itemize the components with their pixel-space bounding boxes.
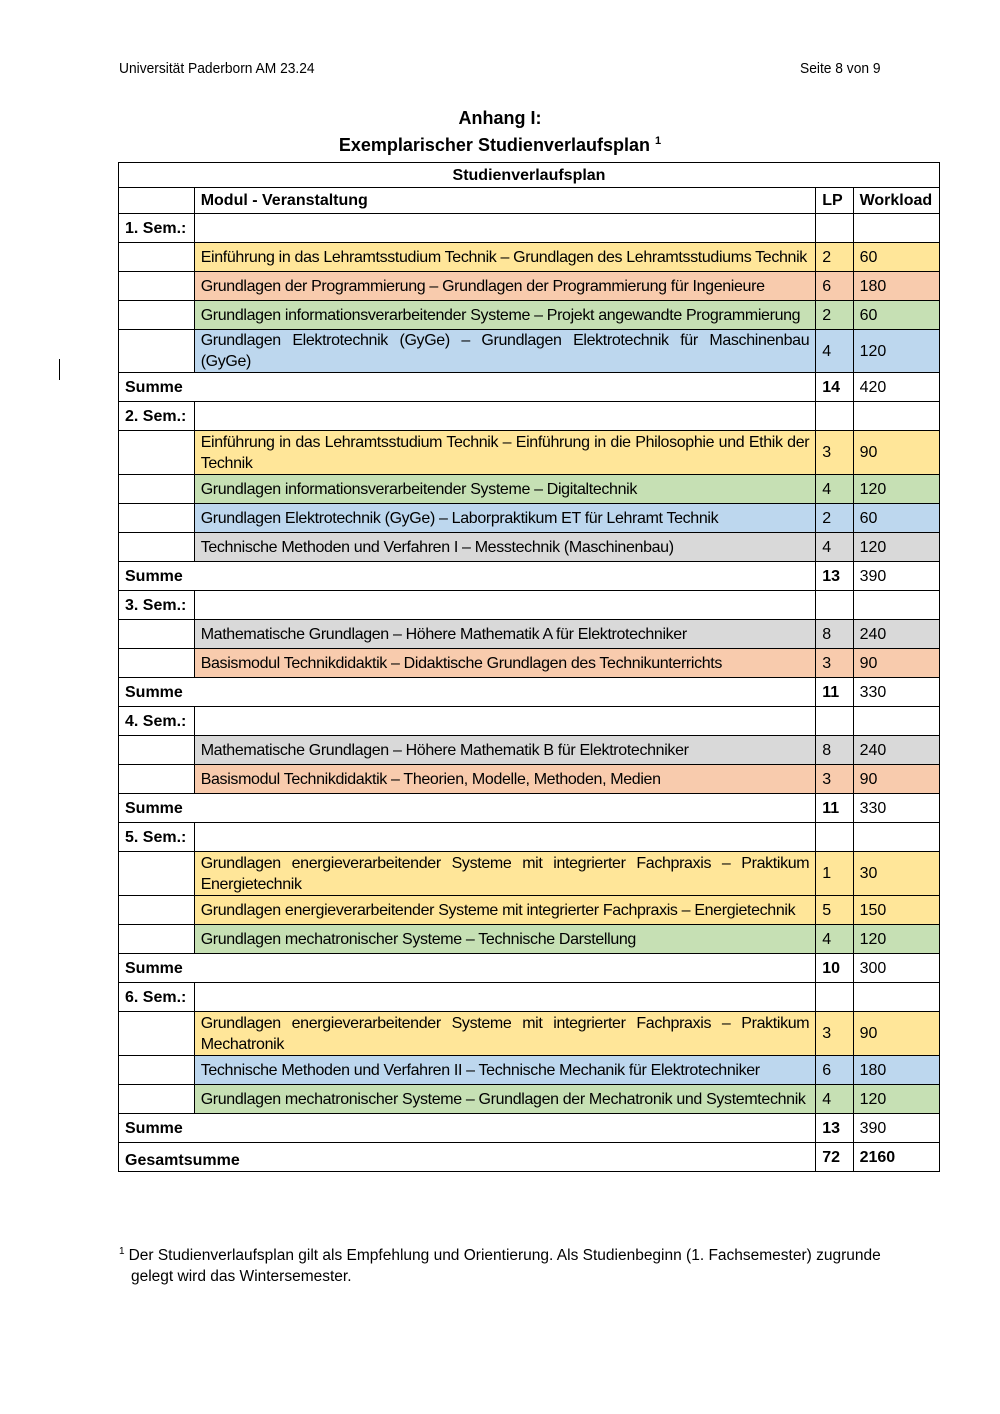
module-module-cell: Grundlagen der Programmierung – Grundlagen der Programmierung für Ingenieure	[194, 272, 816, 301]
module-lp-cell: 3	[816, 1012, 853, 1056]
empty-cell	[194, 402, 816, 431]
module-row	[119, 852, 940, 896]
title-line-1: Anhang I:	[458, 108, 542, 128]
module-workload-cell: 120	[853, 330, 939, 373]
empty-cell	[119, 896, 195, 925]
module-row	[119, 1056, 940, 1085]
module-lp-cell: 4	[816, 925, 853, 954]
empty-cell	[194, 591, 816, 620]
sum-workload: 420	[853, 373, 939, 402]
module-row	[119, 620, 940, 649]
module-workload-cell: 90	[853, 431, 939, 475]
module-module-cell: Einführung in das Lehramtsstudium Technik – Einführung in die Philosophie und Ethik der Technik	[194, 431, 816, 475]
empty-cell	[119, 852, 195, 896]
empty-cell	[119, 1085, 195, 1114]
header-empty-cell	[119, 188, 195, 214]
sum-workload: 330	[853, 678, 939, 707]
module-lp-cell: 6	[816, 1056, 853, 1085]
empty-cell	[119, 504, 195, 533]
module-row	[119, 330, 940, 373]
page-title	[0, 107, 1000, 157]
module-workload-cell: 120	[853, 533, 939, 562]
semester-label: 6. Sem.:	[119, 983, 195, 1012]
semester-sum-row	[119, 954, 940, 983]
column-header-workload: Workload	[853, 188, 939, 214]
module-lp-cell: 3	[816, 649, 853, 678]
module-workload-cell: 180	[853, 1056, 939, 1085]
grand-total-row	[119, 1143, 940, 1172]
empty-cell	[119, 533, 195, 562]
module-row	[119, 765, 940, 794]
module-row	[119, 301, 940, 330]
empty-cell	[119, 243, 195, 272]
module-module-cell: Grundlagen energieverarbeitender Systeme mit integrierter Fachpraxis – Energietechnik	[194, 896, 816, 925]
column-header-module: Modul - Veranstaltung	[194, 188, 816, 214]
module-module-cell: Grundlagen informationsverarbeitender Systeme – Projekt angewandte Programmierung	[194, 301, 816, 330]
module-workload-cell: 240	[853, 736, 939, 765]
empty-cell	[119, 301, 195, 330]
module-row	[119, 896, 940, 925]
module-workload-cell: 120	[853, 925, 939, 954]
semester-sum-row	[119, 373, 940, 402]
module-row	[119, 504, 940, 533]
footnote-line-2: gelegt wird das Wintersemester.	[131, 1268, 352, 1286]
sum-lp: 10	[816, 954, 853, 983]
module-row	[119, 533, 940, 562]
module-lp-cell: 2	[816, 504, 853, 533]
module-workload-cell: 180	[853, 272, 939, 301]
empty-cell	[119, 272, 195, 301]
module-row	[119, 649, 940, 678]
module-row	[119, 272, 940, 301]
semester-header-row	[119, 823, 940, 852]
module-module-cell: Einführung in das Lehramtsstudium Technik – Grundlagen des Lehramtsstudiums Technik	[194, 243, 816, 272]
empty-cell	[853, 214, 939, 243]
empty-cell	[119, 330, 195, 373]
sum-lp: 11	[816, 678, 853, 707]
semester-header-row	[119, 591, 940, 620]
module-module-cell: Basismodul Technikdidaktik – Theorien, Modelle, Methoden, Medien	[194, 765, 816, 794]
module-lp-cell: 4	[816, 1085, 853, 1114]
module-workload-cell: 120	[853, 475, 939, 504]
title-text: Exemplarischer Studienverlaufsplan	[338, 135, 650, 155]
semester-label: 2. Sem.:	[119, 402, 195, 431]
module-lp-cell: 3	[816, 765, 853, 794]
sum-workload: 390	[853, 1114, 939, 1143]
module-lp-cell: 4	[816, 475, 853, 504]
sum-workload: 300	[853, 954, 939, 983]
empty-cell	[194, 983, 816, 1012]
table-caption: Studienverlaufsplan	[119, 163, 940, 188]
module-lp-cell: 4	[816, 533, 853, 562]
module-lp-cell: 3	[816, 431, 853, 475]
header-institution: Universität Paderborn AM 23.24	[119, 60, 315, 77]
module-module-cell: Mathematische Grundlagen – Höhere Mathematik B für Elektrotechniker	[194, 736, 816, 765]
sum-label: Summe	[119, 794, 816, 823]
module-module-cell: Technische Methoden und Verfahren II – Technische Mechanik für Elektrotechniker	[194, 1056, 816, 1085]
sum-label: Summe	[119, 373, 816, 402]
empty-cell	[853, 983, 939, 1012]
module-workload-cell: 30	[853, 852, 939, 896]
semester-label: 5. Sem.:	[119, 823, 195, 852]
empty-cell	[816, 214, 853, 243]
module-module-cell: Grundlagen Elektrotechnik (GyGe) – Grundlagen Elektrotechnik für Maschinenbau (GyGe)	[194, 330, 816, 373]
module-module-cell: Technische Methoden und Verfahren I – Messtechnik (Maschinenbau)	[194, 533, 816, 562]
semester-header-row	[119, 214, 940, 243]
header-page-number: Seite 8 von 9	[800, 60, 881, 77]
module-workload-cell: 60	[853, 504, 939, 533]
table-header-row	[119, 188, 940, 214]
module-lp-cell: 4	[816, 330, 853, 373]
module-row	[119, 431, 940, 475]
module-module-cell: Grundlagen Elektrotechnik (GyGe) – Laborpraktikum ET für Lehramt Technik	[194, 504, 816, 533]
study-plan-table	[118, 162, 940, 1172]
empty-cell	[119, 475, 195, 504]
semester-sum-row	[119, 794, 940, 823]
empty-cell	[119, 431, 195, 475]
module-workload-cell: 150	[853, 896, 939, 925]
sum-workload: 390	[853, 562, 939, 591]
semester-label: 3. Sem.:	[119, 591, 195, 620]
empty-cell	[853, 591, 939, 620]
sum-workload: 330	[853, 794, 939, 823]
empty-cell	[119, 1056, 195, 1085]
module-module-cell: Grundlagen energieverarbeitender Systeme mit integrierter Fachpraxis – Praktikum Mechatronik	[194, 1012, 816, 1056]
title-line-2	[0, 130, 1000, 157]
empty-cell	[853, 707, 939, 736]
module-lp-cell: 2	[816, 301, 853, 330]
grand-total-label: Gesamtsumme	[119, 1143, 816, 1172]
module-workload-cell: 240	[853, 620, 939, 649]
empty-cell	[853, 823, 939, 852]
table-caption-row	[119, 163, 940, 188]
semester-sum-row	[119, 678, 940, 707]
empty-cell	[816, 591, 853, 620]
module-workload-cell: 90	[853, 1012, 939, 1056]
sum-label: Summe	[119, 954, 816, 983]
empty-cell	[194, 707, 816, 736]
semester-sum-row	[119, 562, 940, 591]
semester-label: 1. Sem.:	[119, 214, 195, 243]
semester-header-row	[119, 983, 940, 1012]
module-lp-cell: 1	[816, 852, 853, 896]
semester-header-row	[119, 707, 940, 736]
grand-total-lp: 72	[816, 1143, 853, 1172]
module-row	[119, 243, 940, 272]
empty-cell	[119, 925, 195, 954]
module-workload-cell: 120	[853, 1085, 939, 1114]
module-row	[119, 1012, 940, 1056]
column-header-lp: LP	[816, 188, 853, 214]
module-lp-cell: 5	[816, 896, 853, 925]
semester-label: 4. Sem.:	[119, 707, 195, 736]
module-row	[119, 1085, 940, 1114]
module-module-cell: Mathematische Grundlagen – Höhere Mathematik A für Elektrotechniker	[194, 620, 816, 649]
module-row	[119, 736, 940, 765]
module-lp-cell: 2	[816, 243, 853, 272]
empty-cell	[194, 214, 816, 243]
module-row	[119, 475, 940, 504]
sum-lp: 11	[816, 794, 853, 823]
sum-lp: 14	[816, 373, 853, 402]
sum-label: Summe	[119, 562, 816, 591]
empty-cell	[119, 736, 195, 765]
sum-lp: 13	[816, 1114, 853, 1143]
empty-cell	[816, 983, 853, 1012]
module-module-cell: Grundlagen mechatronischer Systeme – Technische Darstellung	[194, 925, 816, 954]
module-lp-cell: 8	[816, 620, 853, 649]
grand-total-workload: 2160	[853, 1143, 939, 1172]
module-workload-cell: 60	[853, 243, 939, 272]
footnote-mark: 1	[119, 1246, 125, 1257]
sum-label: Summe	[119, 1114, 816, 1143]
sum-lp: 13	[816, 562, 853, 591]
empty-cell	[816, 707, 853, 736]
empty-cell	[853, 402, 939, 431]
empty-cell	[119, 620, 195, 649]
module-workload-cell: 60	[853, 301, 939, 330]
title-footnote-mark: 1	[655, 135, 662, 147]
semester-header-row	[119, 402, 940, 431]
sum-label: Summe	[119, 678, 816, 707]
empty-cell	[119, 1012, 195, 1056]
empty-cell	[119, 649, 195, 678]
module-module-cell: Basismodul Technikdidaktik – Didaktische Grundlagen des Technikunterrichts	[194, 649, 816, 678]
module-lp-cell: 6	[816, 272, 853, 301]
module-workload-cell: 90	[853, 649, 939, 678]
module-lp-cell: 8	[816, 736, 853, 765]
text-cursor	[59, 359, 60, 380]
empty-cell	[119, 765, 195, 794]
module-module-cell: Grundlagen mechatronischer Systeme – Grundlagen der Mechatronik und Systemtechnik	[194, 1085, 816, 1114]
module-workload-cell: 90	[853, 765, 939, 794]
empty-cell	[194, 823, 816, 852]
empty-cell	[816, 823, 853, 852]
module-row	[119, 925, 940, 954]
module-module-cell: Grundlagen informationsverarbeitender Systeme – Digitaltechnik	[194, 475, 816, 504]
module-module-cell: Grundlagen energieverarbeitender Systeme mit integrierter Fachpraxis – Praktikum Energietechnik	[194, 852, 816, 896]
footnote	[119, 1241, 881, 1287]
empty-cell	[816, 402, 853, 431]
footnote-line-1	[119, 1241, 881, 1266]
semester-sum-row	[119, 1114, 940, 1143]
footnote-text-1: Der Studienverlaufsplan gilt als Empfehlung und Orientierung. Als Studienbeginn (1. Fachsemester) zugrunde	[128, 1247, 881, 1265]
